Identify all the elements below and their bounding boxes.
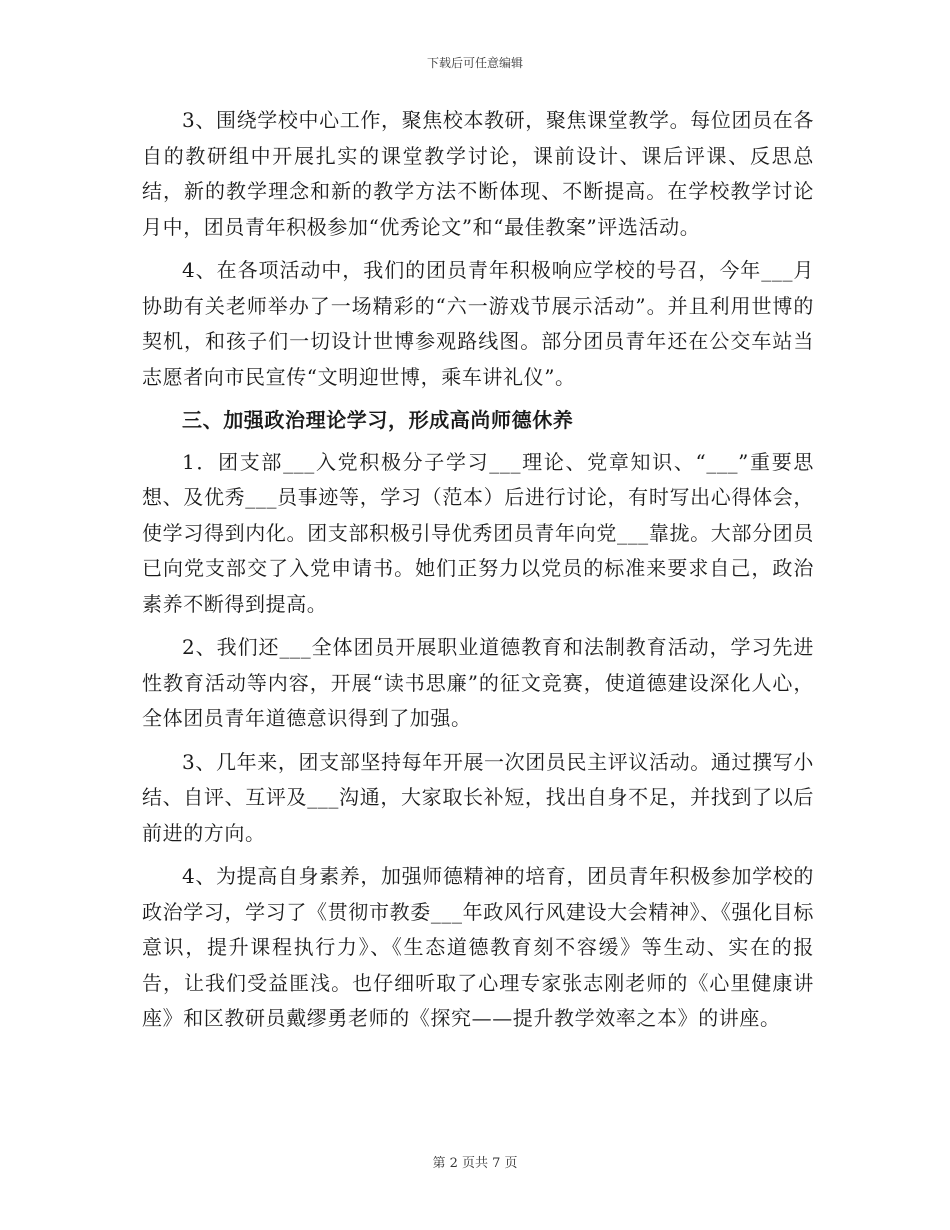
section-heading: 三、加强政治理论学习，形成高尚师德休养 xyxy=(182,408,574,432)
paragraph-section3-item-3: 3、几年来，团支部坚持每年开展一次团员民主评议活动。通过撰写小结、自评、互评及___沟通，大家取长补短，找出自身不足，并找到了以后前进的方向。 xyxy=(142,749,814,845)
page-footer: 第 2 页共 7 页 xyxy=(432,1156,518,1171)
paragraph-item-4: 4、在各项活动中，我们的团员青年积极响应学校的号召，今年___月协助有关老师举办了一场精彩的“六一游戏节展示活动”。并且利用世博的契机，和孩子们一切设计世博参观路线图。部分团员青年还在公交车站当志愿者向市民宣传“文明迎世博，乘车讲礼仪”。 xyxy=(142,258,814,389)
document-body xyxy=(142,103,814,1045)
paragraph-item-3: 3、围绕学校中心工作，聚焦校本教研，聚焦课堂教学。每位团员在各自的教研组中开展扎实的课堂教学讨论，课前设计、课后评课、反思总结，新的教学理念和新的教学方法不断体现、不断提高。在学校教学讨论月中，团员青年积极参加“优秀论文”和“最佳教案”评选活动。 xyxy=(142,108,814,239)
paragraph-section3-item-1: 1．团支部___入党积极分子学习___理论、党章知识、“___”重要思想、及优秀___员事迹等，学习（范本）后进行讨论，有时写出心得体会，使学习得到内化。团支部积极引导优秀团员青年向党___靠拢。大部分团员已向党支部交了入党申请书。她们正努力以党员的标准来要求自己，政治素养不断得到提高。 xyxy=(142,449,814,616)
paragraph-section3-item-4: 4、为提高自身素养，加强师德精神的培育，团员青年积极参加学校的政治学习，学习了《贯彻市教委___年政风行风建设大会精神》、《强化目标意识，提升课程执行力》、《生态道德教育刻不容缓》等生动、实在的报告，让我们受益匪浅。也仔细听取了心理专家张志刚老师的《心里健康讲座》和区教研员戴缪勇老师的《探究——提升教学效率之本》的讲座。 xyxy=(142,864,814,1030)
paragraph-section3-item-2: 2、我们还___全体团员开展职业道德教育和法制教育活动，学习先进性教育活动等内容，开展“读书思廉”的征文竞赛，使道德建设深化人心，全体团员青年道德意识得到了加强。 xyxy=(142,635,814,730)
page-header: 下载后可任意编辑 xyxy=(426,56,523,70)
